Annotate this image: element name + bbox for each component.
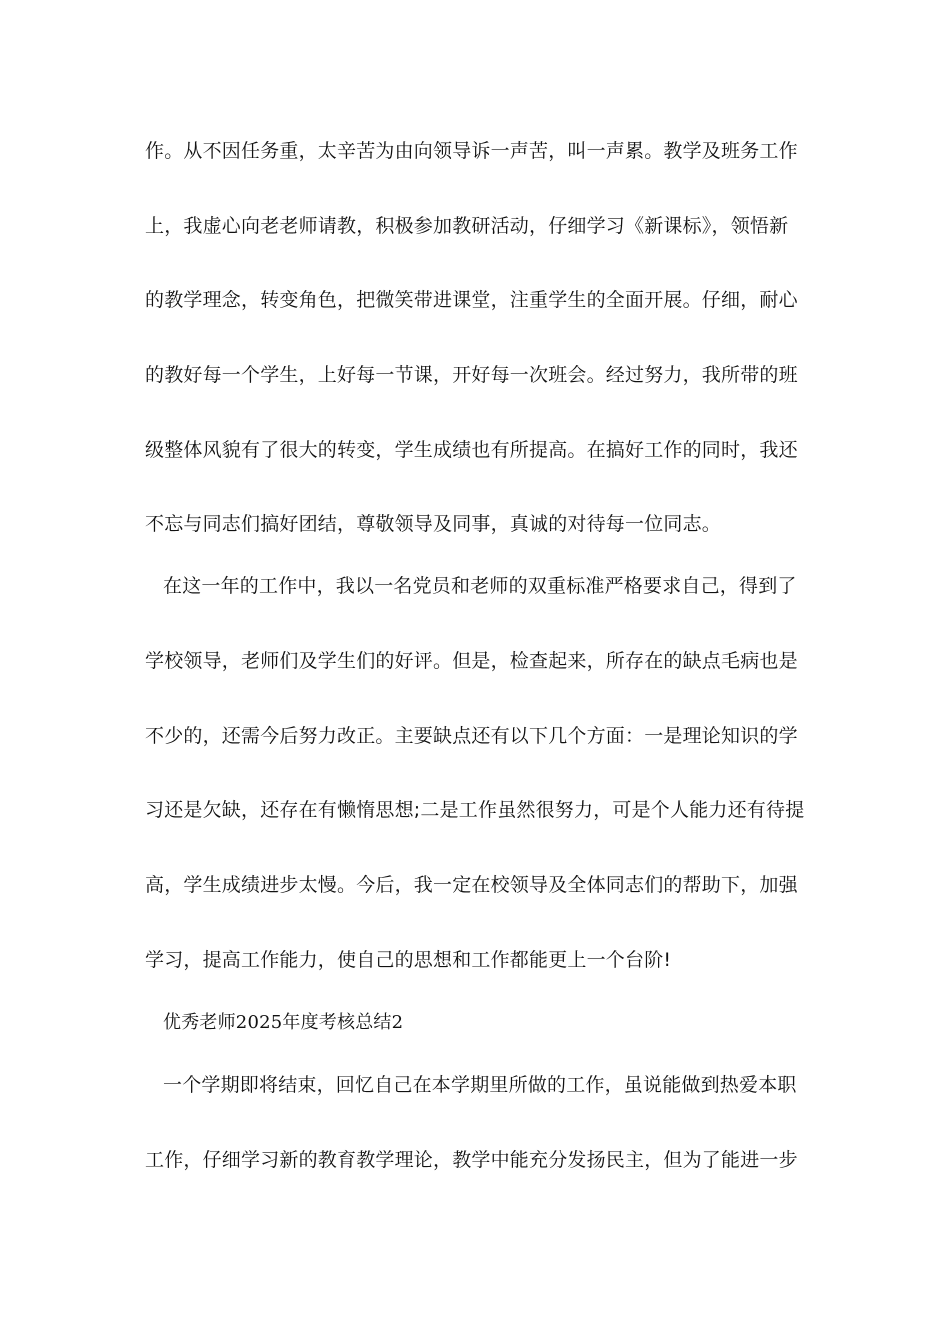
text-line: 习还是欠缺，还存在有懒惰思想;二是工作虽然很努力，可是个人能力还有待提 [145, 799, 805, 821]
text-line: 的教学理念，转变角色，把微笑带进课堂，注重学生的全面开展。仔细，耐心 [145, 289, 798, 311]
text-line: 学习，提高工作能力，使自己的思想和工作都能更上一个台阶! [145, 949, 672, 971]
text-line: 学校领导，老师们及学生们的好评。但是，检查起来，所存在的缺点毛病也是 [145, 650, 798, 672]
text-line: 的教好每一个学生，上好每一节课，开好每一次班会。经过努力，我所带的班 [145, 364, 798, 386]
text-line: 上，我虚心向老老师请教，积极参加教研活动，仔细学习《新课标》，领悟新 [145, 215, 789, 237]
text-line: 不忘与同志们搞好团结，尊敬领导及同事，真诚的对待每一位同志。 [145, 513, 722, 535]
text-line: 不少的，还需今后努力改正。主要缺点还有以下几个方面：一是理论知识的学 [145, 725, 798, 747]
text-line: 工作，仔细学习新的教育教学理论，教学中能充分发扬民主，但为了能进一步 [145, 1149, 798, 1171]
paragraph-first-line: 在这一年的工作中，我以一名党员和老师的双重标准严格要求自己，得到了 [163, 575, 797, 597]
section-heading: 优秀老师2025年度考核总结2 [163, 1012, 404, 1033]
text-line: 级整体风貌有了很大的转变，学生成绩也有所提高。在搞好工作的同时，我还 [145, 439, 798, 461]
paragraph-first-line: 一个学期即将结束，回忆自己在本学期里所做的工作，虽说能做到热爱本职 [163, 1074, 797, 1096]
text-line: 作。从不因任务重，太辛苦为由向领导诉一声苦，叫一声累。教学及班务工作 [145, 140, 798, 162]
text-line: 高，学生成绩进步太慢。今后，我一定在校领导及全体同志们的帮助下，加强 [145, 874, 798, 896]
